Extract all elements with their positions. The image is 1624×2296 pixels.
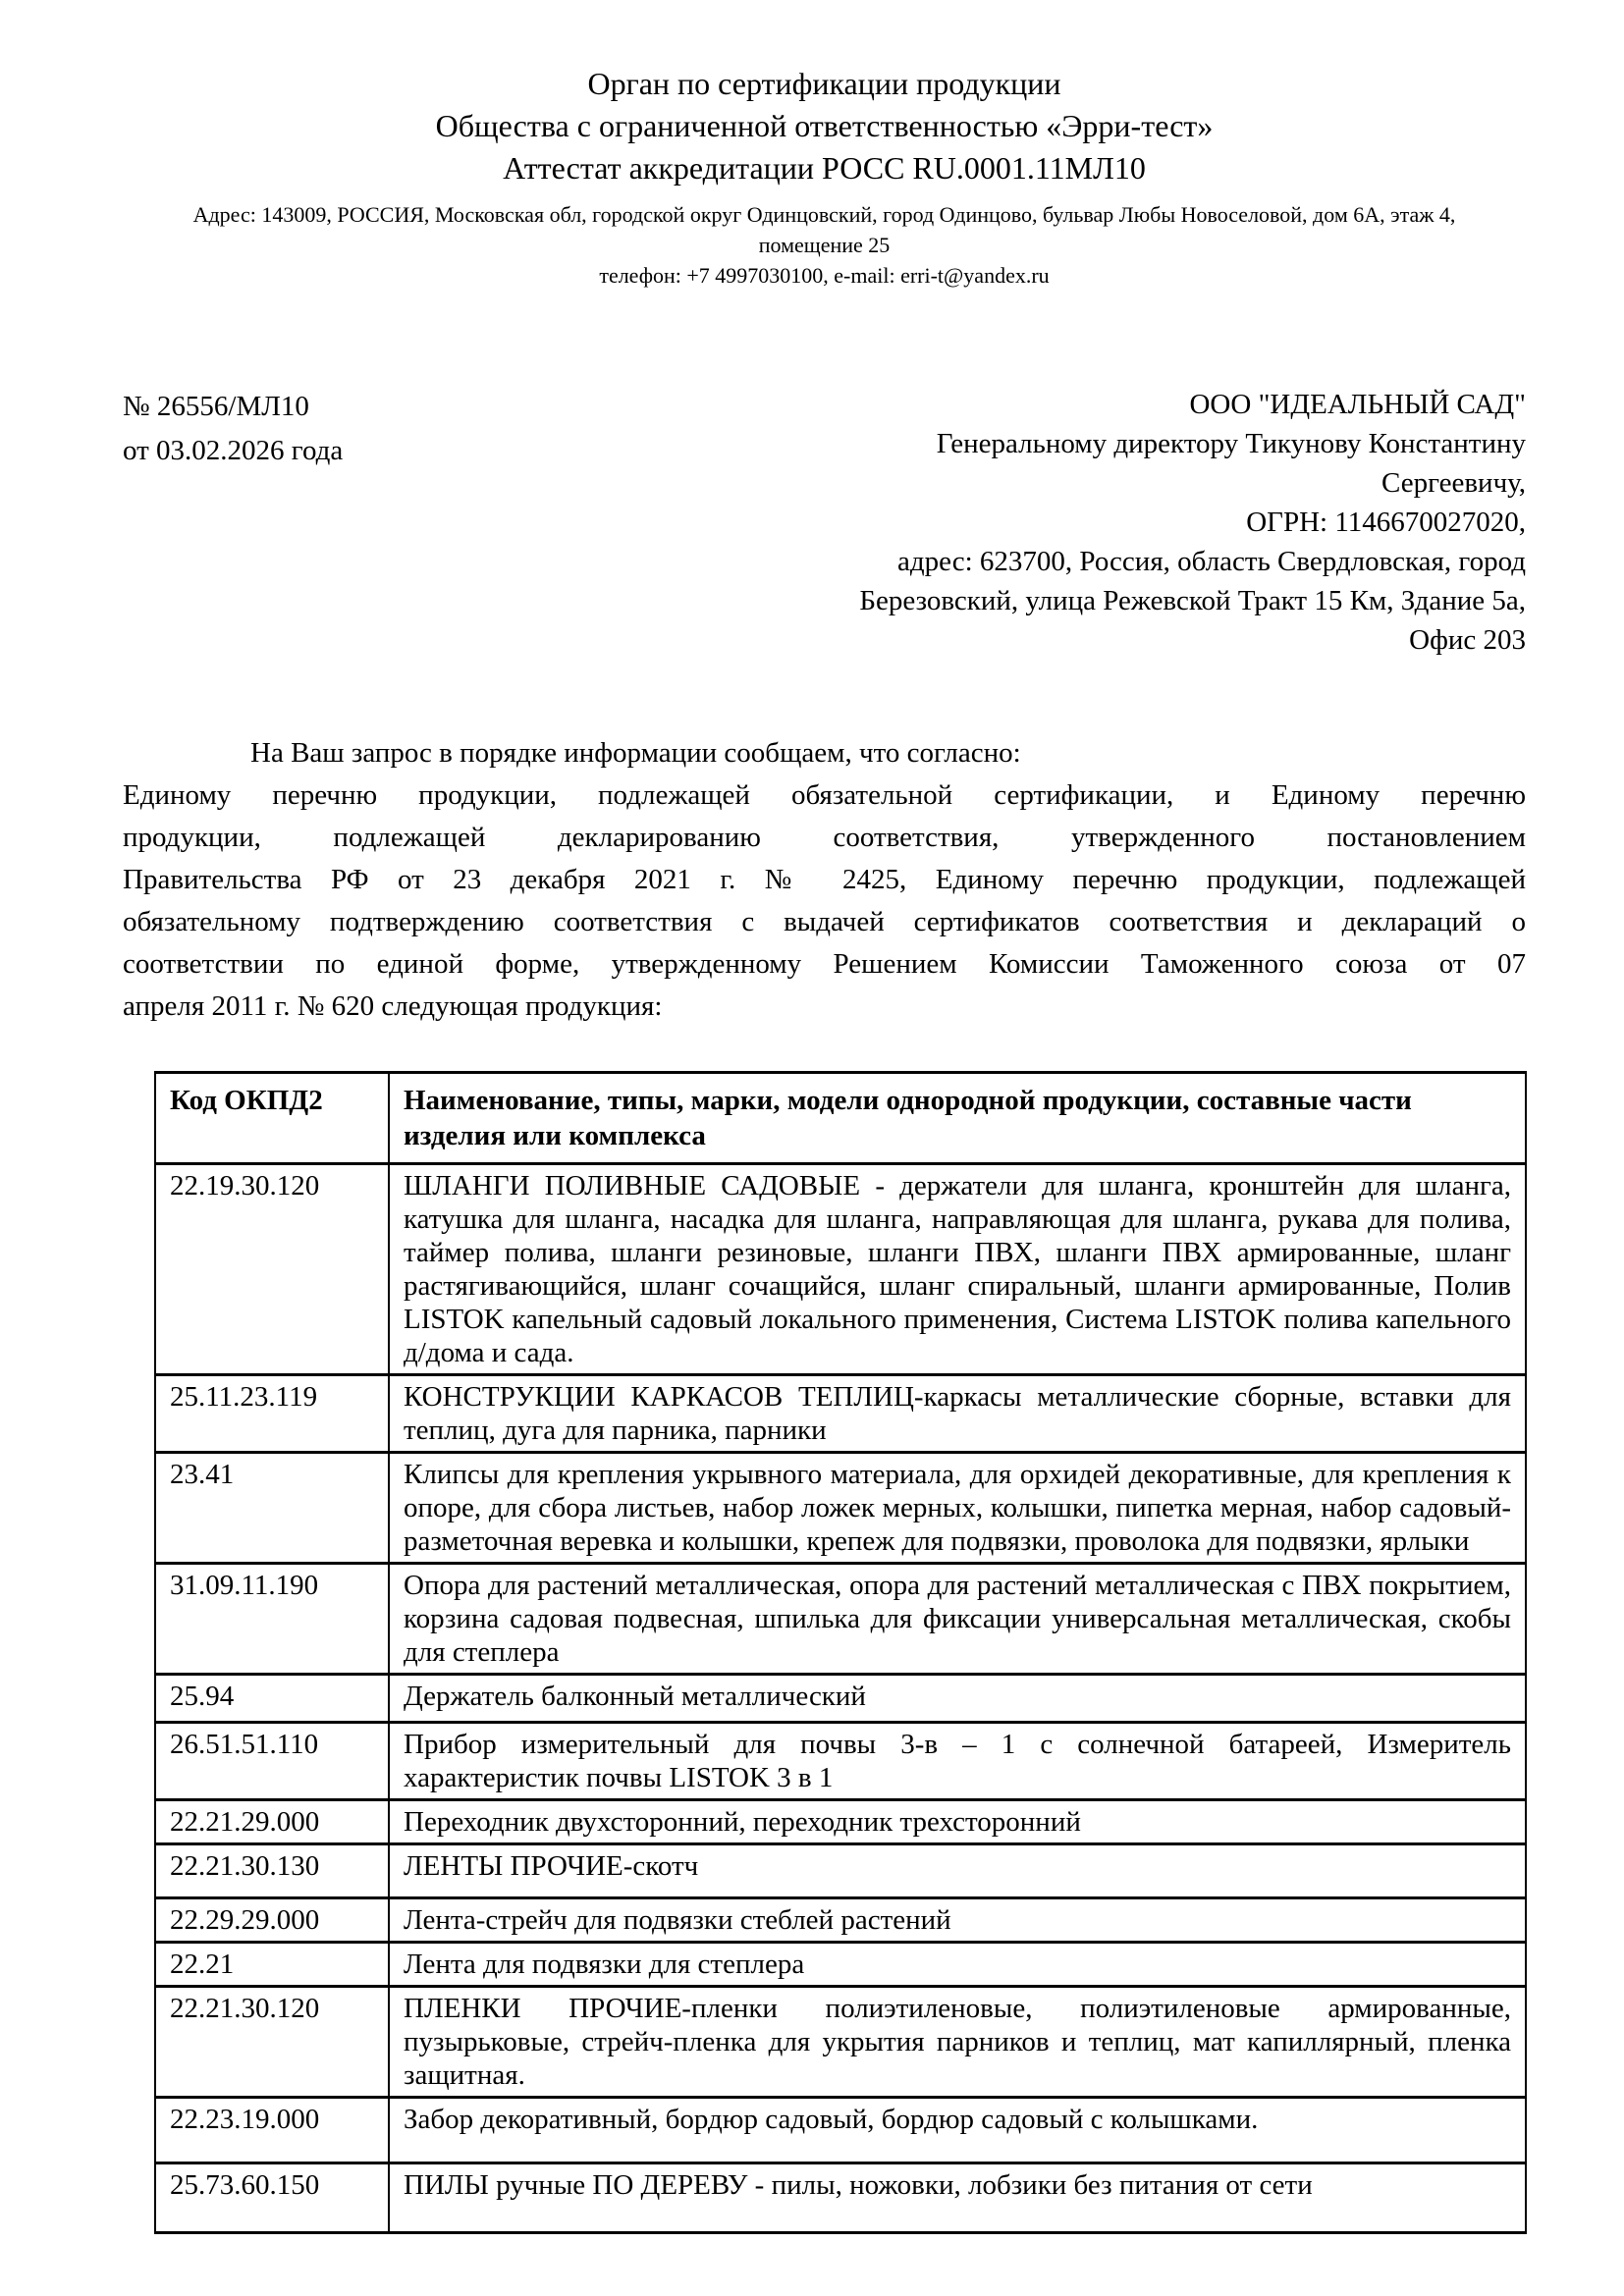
recipient-line: Березовский, улица Режевской Тракт 15 Км, Здание 5а,: [859, 585, 1526, 616]
letter-paragraph-line: продукции, подлежащей декларированию соответствия, утвержденного постановлением: [123, 822, 1526, 853]
letter-paragraph-line: Единому перечню продукции, подлежащей обязательной сертификации, и Единому перечню: [123, 779, 1526, 811]
product-description-cell: ЛЕНТЫ ПРОЧИЕ-скотч: [389, 1844, 1526, 1898]
table-row: [155, 1564, 1526, 1675]
okpd2-code-cell: 26.51.51.110: [155, 1723, 389, 1800]
product-description-cell: ШЛАНГИ ПОЛИВНЫЕ САДОВЫЕ - держатели для шланга, кронштейн для шланга, катушка для шланга, насадка для шланга, направляющая для шланга, рукава для полива, таймер полива, шланги резиновые, шланги ПВХ, шланги ПВХ армированные, шланг растягивающийся, шланг сочащийся, шланг спиральный, шланги армированные, Полив LISTOK капельный садовый локального применения, Система LISTOK полива капельного д/дома и сада.: [389, 1164, 1526, 1375]
letterhead: [123, 0, 1526, 291]
okpd2-code-cell: 25.11.23.119: [155, 1375, 389, 1453]
table-row: [155, 1898, 1526, 1943]
recipient-line: ОГРН: 1146670027020,: [1246, 507, 1526, 538]
letterhead-title-line: Общества с ограниченной ответственностью «Эрри-тест»: [435, 108, 1214, 143]
table-row: [155, 1987, 1526, 2098]
recipient-line: ООО "ИДЕАЛЬНЫЙ САД": [1189, 389, 1526, 420]
letterhead-title-line: Аттестат аккредитации РОСС RU.0001.11МЛ10: [503, 150, 1146, 186]
reference-block: [123, 385, 343, 473]
okpd2-code-cell: 22.21: [155, 1943, 389, 1987]
letter-number: № 26556/МЛ10: [123, 391, 309, 422]
product-description-cell: Клипсы для крепления укрывного материала, для орхидей декоративные, для крепления к опоре, для сбора листьев, набор ложек мерных, колышки, пипетка мерная, набор садовый-разметочная веревка и колышки, крепеж для подвязки, проволока для подвязки, ярлыки: [389, 1453, 1526, 1564]
product-description-cell: Переходник двухсторонний, переходник трехсторонний: [389, 1800, 1526, 1844]
okpd2-code-cell: 22.21.30.120: [155, 1987, 389, 2098]
okpd2-code-cell: 25.94: [155, 1675, 389, 1723]
product-description-cell: Держатель балконный металлический: [389, 1675, 1526, 1723]
column-header-product-name: Наименование, типы, марки, модели однородной продукции, составные части изделия или комплекса: [389, 1073, 1526, 1164]
okpd2-code-cell: 23.41: [155, 1453, 389, 1564]
table-header-row: [155, 1073, 1526, 1164]
product-description-cell: Забор декоративный, бордюр садовый, бордюр садовый с колышками.: [389, 2098, 1526, 2163]
product-description-cell: КОНСТРУКЦИИ КАРКАСОВ ТЕПЛИЦ-каркасы металлические сборные, вставки для теплиц, дуга для парника, парники: [389, 1375, 1526, 1453]
document-content: [123, 0, 1526, 2234]
okpd2-code-cell: 25.73.60.150: [155, 2163, 389, 2233]
recipient-line: Сергеевичу,: [1381, 467, 1526, 499]
product-description-cell: Опора для растений металлическая, опора для растений металлическая с ПВХ покрытием, корзина садовая подвесная, шпилька для фиксации универсальная металлическая, скобы для степлера: [389, 1564, 1526, 1675]
recipient-line: Офис 203: [1409, 624, 1526, 656]
letter-paragraph-line: обязательному подтверждению соответствия с выдачей сертификатов соответствия и деклараций о: [123, 906, 1526, 937]
recipient-line: адрес: 623700, Россия, область Свердловская, город: [897, 546, 1526, 577]
table-row: [155, 1844, 1526, 1898]
letterhead-titles: [123, 63, 1526, 189]
products-table-body: [155, 1164, 1526, 2233]
table-row: [155, 1723, 1526, 1800]
okpd2-code-cell: 22.19.30.120: [155, 1164, 389, 1375]
product-description-cell: ПЛЕНКИ ПРОЧИЕ-пленки полиэтиленовые, полиэтиленовые армированные, пузырьковые, стрейч-пленка для укрытия парников и теплиц, мат капиллярный, пленка защитная.: [389, 1987, 1526, 2098]
letter-paragraph-line: соответствии по единой форме, утвержденному Решением Комиссии Таможенного союза от 07: [123, 948, 1526, 980]
product-description-cell: Прибор измерительный для почвы 3-в – 1 с солнечной батареей, Измеритель характеристик почвы LISTOK 3 в 1: [389, 1723, 1526, 1800]
table-row: [155, 1675, 1526, 1723]
letter-body: [123, 732, 1526, 1028]
table-row: [155, 1375, 1526, 1453]
letterhead-contact-line: телефон: +7 4997030100, e-mail: erri-t@yandex.ru: [599, 263, 1050, 288]
table-row: [155, 1800, 1526, 1844]
okpd2-code-cell: 31.09.11.190: [155, 1564, 389, 1675]
product-description-cell: Лента для подвязки для степлера: [389, 1943, 1526, 1987]
reference-row: [123, 385, 1526, 660]
okpd2-code-cell: 22.29.29.000: [155, 1898, 389, 1943]
product-description-cell: ПИЛЫ ручные ПО ДЕРЕВУ - пилы, ножовки, лобзики без питания от сети: [389, 2163, 1526, 2233]
table-row: [155, 1164, 1526, 1375]
table-row: [155, 2098, 1526, 2163]
table-row: [155, 1943, 1526, 1987]
products-table-head: [155, 1073, 1526, 1164]
letter-paragraph-line: Правительства РФ от 23 декабря 2021 г. № 2425, Единому перечню продукции, подлежащей: [123, 864, 1526, 895]
okpd2-code-cell: 22.23.19.000: [155, 2098, 389, 2163]
recipient-line: Генеральному директору Тикунову Константину: [936, 428, 1526, 459]
products-table: [154, 1071, 1527, 2234]
letterhead-title-line: Орган по сертификации продукции: [587, 66, 1061, 101]
letter-paragraph-line: апреля 2011 г. № 620 следующая продукция:: [123, 990, 663, 1022]
product-description-cell: Лента-стрейч для подвязки стеблей растений: [389, 1898, 1526, 1943]
recipient-block: [652, 385, 1526, 660]
column-header-okpd2-code: Код ОКПД2: [155, 1073, 389, 1164]
okpd2-code-cell: 22.21.29.000: [155, 1800, 389, 1844]
okpd2-code-cell: 22.21.30.130: [155, 1844, 389, 1898]
letter-paragraph: [123, 774, 1526, 1028]
letter-date: от 03.02.2026 года: [123, 435, 344, 466]
letter-intro-line: На Ваш запрос в порядке информации сообщаем, что согласно:: [250, 737, 1021, 769]
letterhead-address-text: Адрес: 143009, РОССИЯ, Московская обл, городской округ Одинцовский, город Одинцово, бульвар Любы Новоселовой, дом 6А, этаж 4, помещение 25: [192, 202, 1456, 257]
letterhead-address: [191, 199, 1458, 291]
table-row: [155, 2163, 1526, 2233]
table-row: [155, 1453, 1526, 1564]
